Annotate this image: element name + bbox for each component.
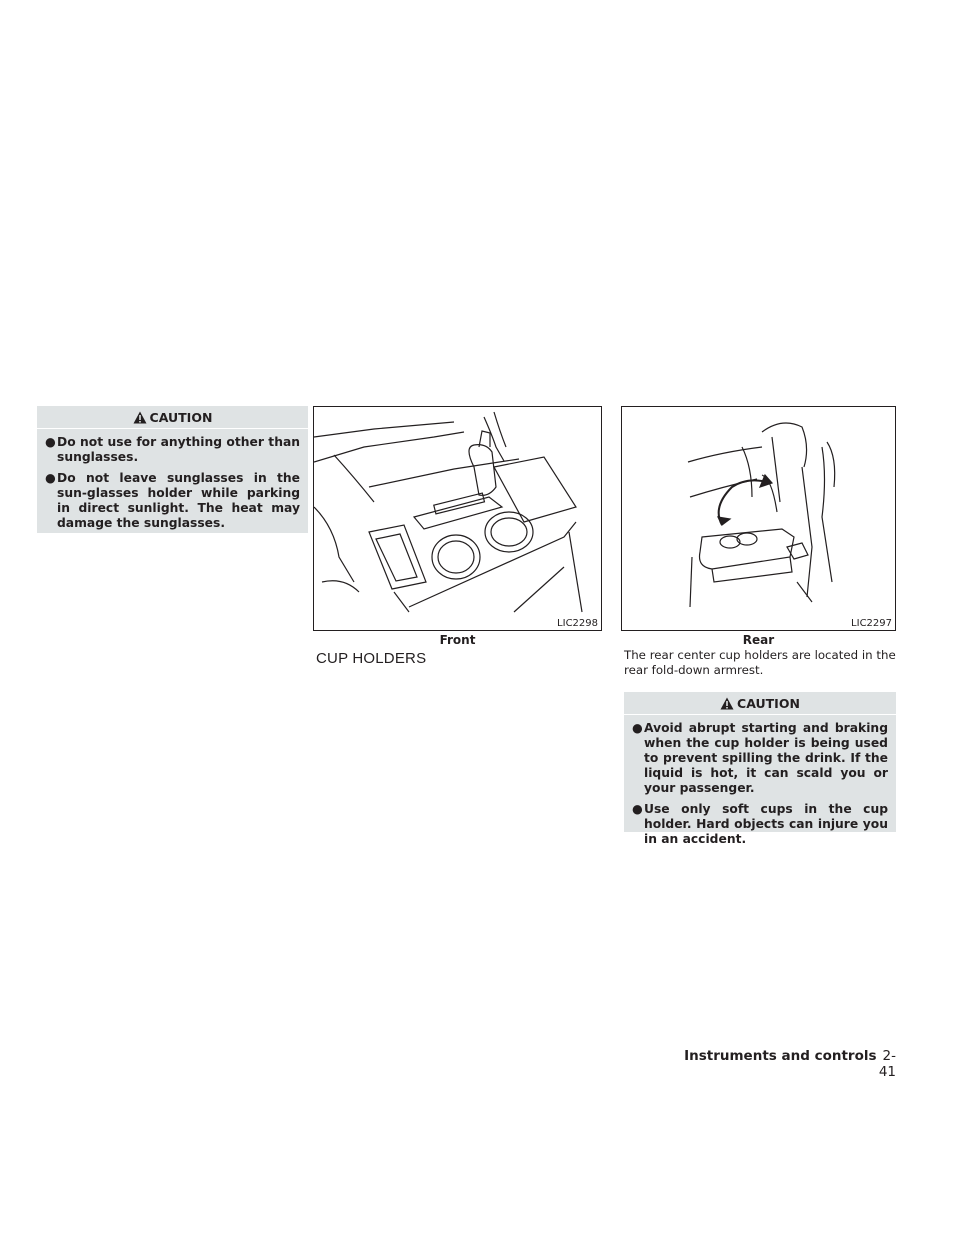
section-title: CUP HOLDERS xyxy=(316,650,427,667)
warning-triangle-icon xyxy=(720,697,734,710)
bullet-icon: ● xyxy=(632,721,643,735)
caution-box-sunglasses xyxy=(37,406,308,533)
caution-heading-text: CAUTION xyxy=(737,695,800,711)
bullet-icon: ● xyxy=(45,435,56,449)
caution-list xyxy=(37,429,308,541)
bullet-icon: ● xyxy=(45,471,56,485)
page-number: 2-41 xyxy=(878,1048,896,1080)
caution-item xyxy=(45,471,300,531)
front-console-illustration xyxy=(314,407,601,630)
footer-section-name: Instruments and controls xyxy=(684,1048,877,1064)
caution-item xyxy=(632,721,888,796)
caution-item-text: Do not leave sunglasses in the sun-glasses holder while parking in direct sunlight. The heat may damage the sunglasses. xyxy=(57,471,300,530)
figure-code: LIC2298 xyxy=(557,618,598,629)
caution-heading xyxy=(37,406,308,429)
figure-caption-rear: Rear xyxy=(742,633,775,647)
caution-item-text: Do not use for anything other than sunglasses. xyxy=(57,435,300,464)
figure-code: LIC2297 xyxy=(851,618,892,629)
rear-armrest-illustration xyxy=(622,407,895,630)
caution-list xyxy=(624,715,896,857)
bullet-icon: ● xyxy=(632,802,643,816)
caution-item-text: Use only soft cups in the cup holder. Hard objects can injure you in an accident. xyxy=(644,802,888,846)
figure-front-cup-holders xyxy=(313,406,602,631)
caution-item xyxy=(45,435,300,465)
caution-item xyxy=(632,802,888,847)
figure-caption-front: Front xyxy=(439,633,476,647)
caution-heading xyxy=(624,692,896,715)
caution-item-text: Avoid abrupt starting and braking when the cup holder is being used to prevent spilling the drink. If the liquid is hot, it can scald you or your passenger. xyxy=(644,721,888,795)
page-footer xyxy=(680,1048,896,1080)
caution-box-cup-holders xyxy=(624,692,896,846)
warning-triangle-icon xyxy=(133,411,147,424)
body-paragraph: The rear center cup holders are located in the rear fold-down armrest. xyxy=(624,648,896,677)
caution-heading-text: CAUTION xyxy=(149,409,213,425)
figure-rear-cup-holders xyxy=(621,406,896,631)
